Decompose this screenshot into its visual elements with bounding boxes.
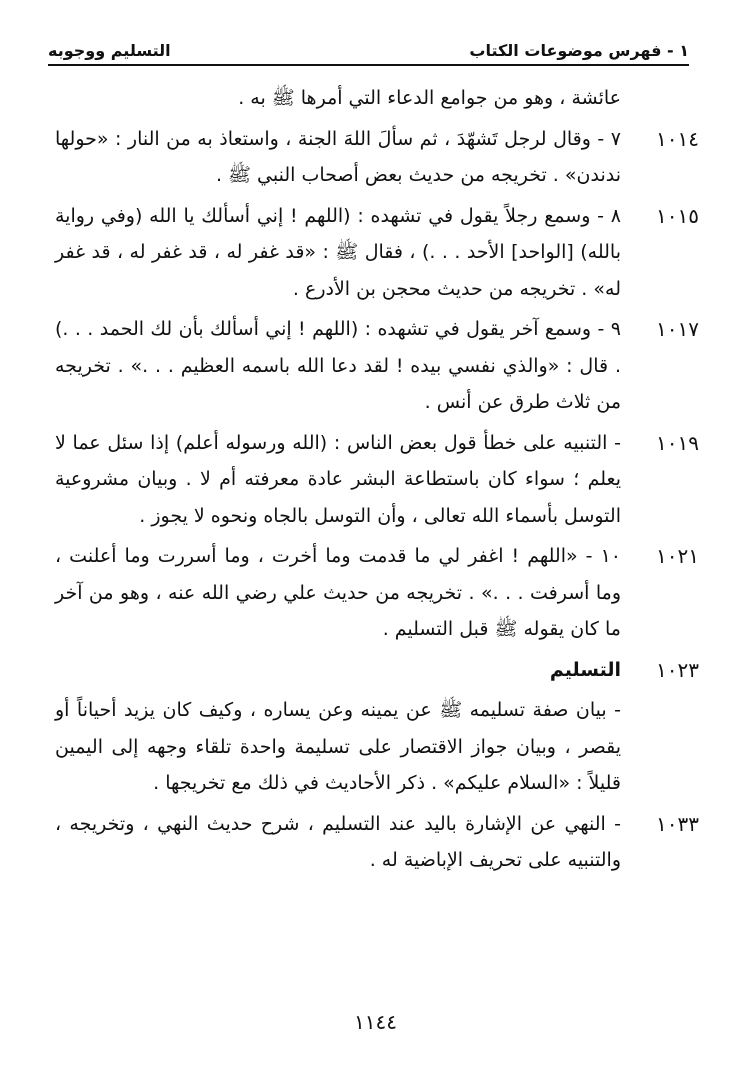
index-entry xyxy=(55,121,699,194)
index-entry xyxy=(55,692,699,802)
entry-text: عائشة ، وهو من جوامع الدعاء التي أمرها ﷺ به . xyxy=(238,87,621,109)
page-ref: ١٠١٥ xyxy=(656,203,699,228)
page-ref: ١٠٢٣ xyxy=(656,657,699,682)
index-entries xyxy=(55,80,699,883)
entry-text: ١٠ - «اللهم ! اغفر لي ما قدمت وما أخرت ، وما أسررت وما أعلنت ، وما أسرفت . . .» . تخريجه من حديث علي رضي الله عنه ، وهو من آخر ما كان يقوله ﷺ قبل التسليم . xyxy=(55,545,621,640)
page-ref: ١٠١٧ xyxy=(656,317,699,341)
index-entry xyxy=(55,425,699,535)
section-heading-row xyxy=(55,652,699,689)
entry-text: - النهي عن الإشارة باليد عند التسليم ، شرح حديث النهي ، وتخريجه ، والتنبيه على تحريف الإباضية له . xyxy=(55,812,621,871)
page-ref: ١٠٢١ xyxy=(656,544,699,568)
section-heading: التسليم xyxy=(549,658,621,681)
index-entry xyxy=(55,198,699,308)
running-header xyxy=(48,30,689,66)
section-title-header: التسليم ووجوبه xyxy=(48,41,171,60)
entry-text: - التنبيه على خطأ قول بعض الناس : (الله ورسوله أعلم) إذا سئل عما لا يعلم ؛ سواء كان باستطاعة البشر عادة معرفته أم لا . وبيان مشروعية التوسل بأسماء الله تعالى ، وأن التوسل بالجاه ونحوه لا يجوز . xyxy=(55,431,621,527)
index-entry xyxy=(55,538,699,648)
entry-text: - بيان صفة تسليمه ﷺ عن يمينه وعن يساره ، وكيف كان يزيد أحياناً أو يقصر ، وبيان جواز الاقتصار على تسليمة واحدة تلقاء وجهه إلى اليمين قليلاً : «السلام عليكم» . ذكر الأحاديث في ذلك مع تخريجها . xyxy=(55,699,621,794)
entry-text: ٩ - وسمع آخر يقول في تشهده : (اللهم ! إني أسألك بأن لك الحمد . . .) . قال : «والذي نفسي بيده ! لقد دعا الله باسمه العظيم . . .» . تخريجه من ثلاث طرق عن أنس . xyxy=(55,318,621,413)
page-ref: ١٠١٤ xyxy=(656,126,699,151)
page-ref: ١٠٣٣ xyxy=(656,811,699,836)
entry-text: ٧ - وقال لرجل تَشهّدَ ، ثم سألَ اللهَ الجنة ، واستعاذ به من النار : «حولها ندندن» . تخريجه من حديث بعض أصحاب النبي ﷺ . xyxy=(55,127,621,186)
index-entry xyxy=(55,80,699,117)
index-entry xyxy=(55,311,699,421)
entry-text: ٨ - وسمع رجلاً يقول في تشهده : (اللهم ! إني أسألك يا الله (وفي رواية بالله) [الواحد] الأحد . . .) ، فقال ﷺ : «قد غفر له ، قد غفر له ، قد غفر له» . تخريجه من حديث محجن بن الأدرع . xyxy=(55,204,621,300)
page-number: ١١٤٤ xyxy=(354,1010,397,1034)
index-entry xyxy=(55,806,699,879)
chapter-title: ١ - فهرس موضوعات الكتاب xyxy=(469,41,689,60)
page-ref: ١٠١٩ xyxy=(656,430,699,455)
